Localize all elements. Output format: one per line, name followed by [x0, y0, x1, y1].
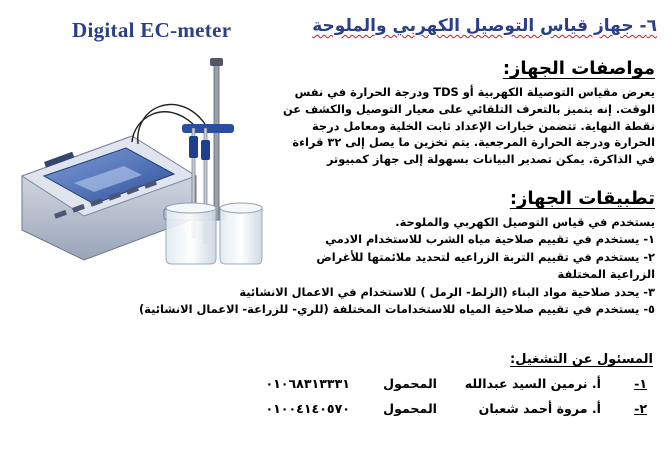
specs-line: يعرض مقياس التوصيلة الكهربية أو TDS ودرجة الحرارة في نفس	[294, 85, 655, 99]
application-item: ٢- يستخدم في تقييم التربة الزراعيه لتحديد ملائمتها للأغراض	[316, 249, 655, 264]
operator-number: ٢-	[634, 401, 647, 416]
phone-number: ٠١٠٠٤١٤٠٥٧٠	[265, 401, 350, 416]
operator-name: أ. مروة أحمد شعبان	[478, 401, 601, 416]
mobile-label: المحمول	[383, 376, 437, 391]
operator-name: أ. نرمين السيد عبدالله	[464, 376, 601, 391]
specs-paragraph	[257, 84, 655, 168]
specs-line: نقطة النهاية. تتضمن خيارات الإعداد ثابت الخلية ومعامل درجة	[312, 118, 655, 133]
applications-heading: تطبيقات الجهاز:	[509, 188, 655, 209]
application-item: ٥- يستخدم في تقييم صلاحية المياه للاستخدامات المختلفة (للري- للزراعة- الاعمال الانشائية)	[138, 302, 655, 317]
mobile-label: المحمول	[383, 401, 437, 416]
applications-list	[115, 214, 655, 318]
arabic-title: ٦- جهاز قياس التوصيل الكهربي والملوحة	[312, 16, 657, 36]
application-item: يستخدم في قياس التوصيل الكهربي والملوحة.	[395, 215, 655, 229]
application-item: ٣- يحدد صلاحية مواد البناء (الزلط- الرمل ) للاستخدام في الاعمال الانشائية	[239, 284, 655, 299]
english-title: Digital EC-meter	[72, 18, 232, 42]
phone-number: ٠١٠٦٨٣١٣٣٣١	[265, 376, 350, 391]
specs-line: في الذاكرة. يمكن تصدير البيانات بسهولة إلى جهاز كمبيوتر	[326, 152, 655, 167]
specs-line: الوقت. إنه يتميز بالتعرف التلقائي على معيار التوصيل والكشف عن	[282, 101, 655, 116]
operator-number: ١-	[634, 376, 647, 391]
specs-line: الحرارة ودرجة الحرارة المرجعية. يتم تخزين ما يصل إلى ٣٢ قراءة	[292, 135, 655, 150]
application-item: الزراعية المختلفة	[557, 267, 655, 282]
operator-row	[200, 376, 655, 396]
specs-heading: مواصفات الجهاز:	[502, 58, 655, 79]
operator-row	[200, 401, 655, 421]
operators-heading: المسئول عن التشغيل:	[510, 352, 653, 367]
application-item: ١- يستخدم في تقييم صلاحية مياه الشرب للاستخدام الادمي	[325, 232, 655, 247]
